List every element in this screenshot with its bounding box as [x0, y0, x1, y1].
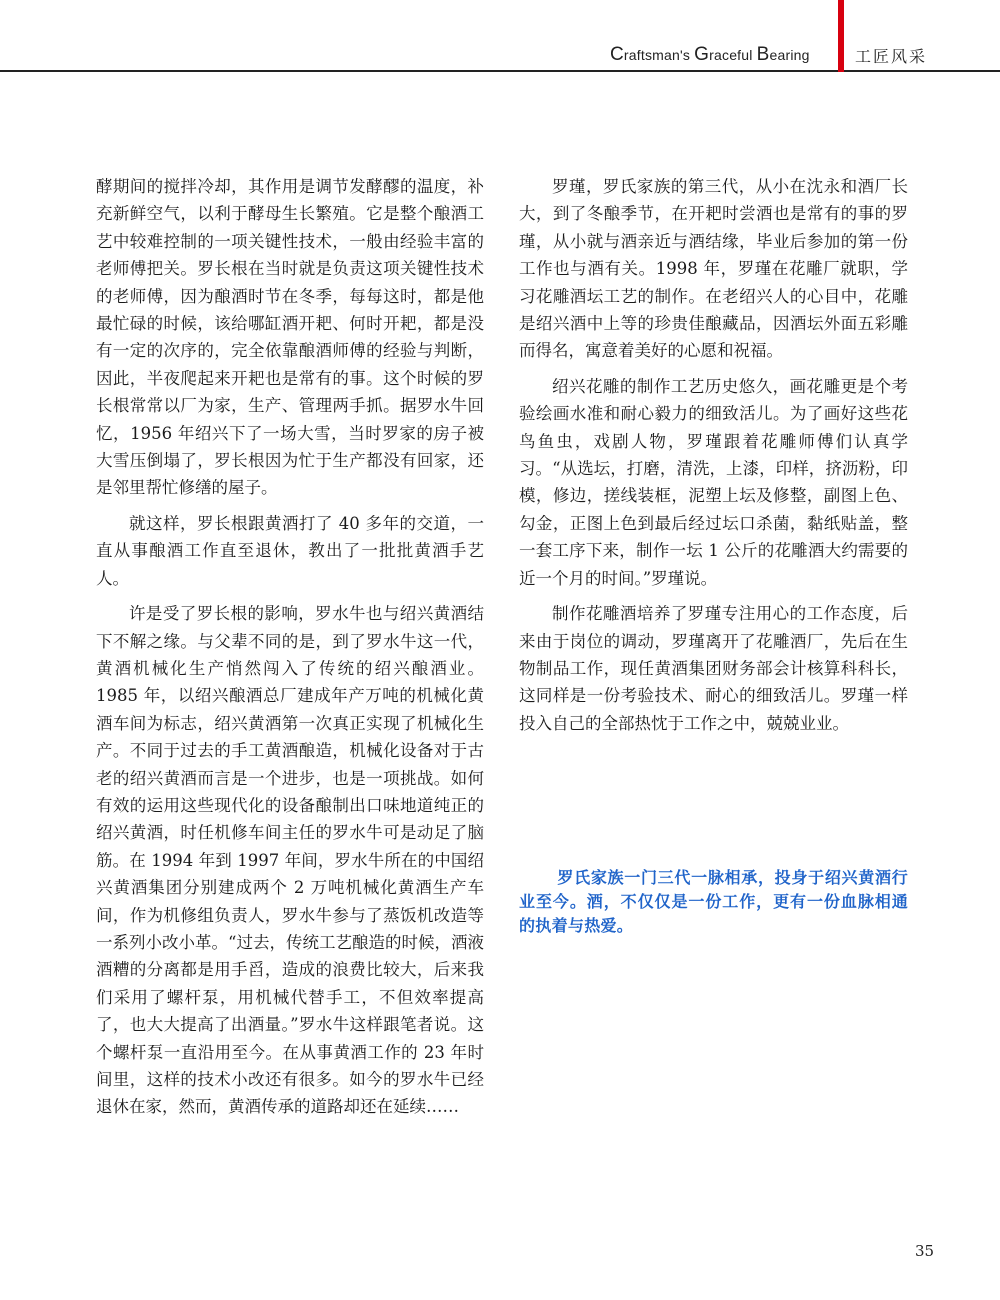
paragraph: 罗瑾，罗氏家族的第三代，从小在沈永和酒厂长大，到了冬酿季节，在开耙时尝酒也是常有的事的罗瑾，从小就与酒亲近与酒结缘，毕业后参加的第一份工作也与酒有关。1998 年，罗瑾在花雕厂就职，学习花雕酒坛工艺的制作。在老绍兴人的心目中，花雕是绍兴酒中上等的珍贵佳酿藏品，因酒坛外面五彩雕而得名，寓意着美好的心愿和祝福。 — [519, 177, 908, 361]
title-initial: G — [694, 44, 710, 65]
title-initial: B — [756, 44, 770, 65]
title-word: raceful — [709, 47, 757, 63]
paragraph: 制作花雕酒培养了罗瑾专注用心的工作态度，后来由于岗位的调动，罗瑾离开了花雕酒厂，先后在生物制品工作，现任黄酒集团财务部会计核算科科长，这同样是一份考验技术、耐心的细致活儿。罗瑾一样投入自己的全部热忱于工作之中，兢兢业业。 — [519, 604, 908, 733]
paragraph: 酵期间的搅拌冷却，其作用是调节发酵醪的温度，补充新鲜空气，以利于酵母生长繁殖。它是整个酿酒工艺中较难控制的一项关键性技术，一般由经验丰富的老师傅把关。罗长根在当时就是负责这项关键性技术的老师傅，因为酿酒时节在冬季，每每这时，都是他最忙碌的时候，该给哪缸酒开耙、何时开耙，都是没有一定的次序的，完全依靠酿酒师傅的经验与判断，因此，半夜爬起来开耙也是常有的事。这个时候的罗长根常常以厂为家，生产、管理两手抓。据罗水牛回忆，1956 年绍兴下了一场大雪，当时罗家的房子被大雪压倒塌了，罗长根因为忙于生产都没有回家，还是邻里帮忙修缮的屋子。 — [96, 177, 484, 498]
header-rule — [0, 70, 1000, 72]
page-number: 35 — [915, 1242, 935, 1260]
left-column — [96, 173, 484, 1129]
right-column — [519, 173, 908, 745]
header-section-name: 工匠风采 — [855, 47, 928, 66]
paragraph: 就这样，罗长根跟黄酒打了 40 多年的交道，一直从事酿酒工作直至退休，教出了一批批黄酒手艺人。 — [96, 513, 484, 588]
title-word: raftsman's — [623, 47, 695, 63]
paragraph: 许是受了罗长根的影响，罗水牛也与绍兴黄酒结下不解之缘。与父辈不同的是，到了罗水牛这一代，黄酒机械化生产悄然闯入了传统的绍兴酿酒业。1985 年，以绍兴酿酒总厂建成年产万吨的机械化黄酒车间为标志，绍兴黄酒第一次真正实现了机械化生产。不同于过去的手工黄酒酿造，机械化设备对于古老的绍兴黄酒而言是一个进步，也是一项挑战。如何有效的运用这些现代化的设备酿制出口味地道纯正的绍兴黄酒，时任机修车间主任的罗水牛可是动足了脑筋。在 1994 年到 1997 年间，罗水牛所在的中国绍兴黄酒集团分别建成两个 2 万吨机械化黄酒生产车间，作为机修组负责人，罗水牛参与了蒸饭机改造等一系列小改小革。“过去，传统工艺酿造的时候，酒液酒糟的分离都是用手舀，造成的浪费比较大，后来我们采用了螺杆泵，用机械代替手工，不但效率提高了，也大大提高了出酒量。”罗水牛这样跟笔者说。这个螺杆泵一直沿用至今。在从事黄酒工作的 23 年时间里，这样的技术小改还有很多。如今的罗水牛已经退休在家，然而，黄酒传承的道路却还在延续…… — [96, 604, 484, 1117]
pull-quote: 罗氏家族一门三代一脉相承，投身于绍兴黄酒行业至今。酒，不仅仅是一份工作，更有一份血脉相通的执着与热爱。 — [519, 868, 908, 935]
header-english-title — [610, 44, 810, 66]
header-accent-bar — [838, 0, 844, 72]
title-word: earing — [769, 47, 810, 63]
title-initial: C — [610, 44, 624, 65]
paragraph: 绍兴花雕的制作工艺历史悠久，画花雕更是个考验绘画水准和耐心毅力的细致活儿。为了画好这些花鸟鱼虫，戏剧人物，罗瑾跟着花雕师傅们认真学习。“从选坛，打磨，清洗，上漆，印样，挤沥粉，印模，修边，搓线装框，泥塑上坛及修整，副图上色、勾金，正图上色到最后经过坛口杀菌，黏纸贴盖，整一套工序下来，制作一坛 1 公斤的花雕酒大约需要的近一个月的时间。”罗瑾说。 — [519, 376, 908, 588]
